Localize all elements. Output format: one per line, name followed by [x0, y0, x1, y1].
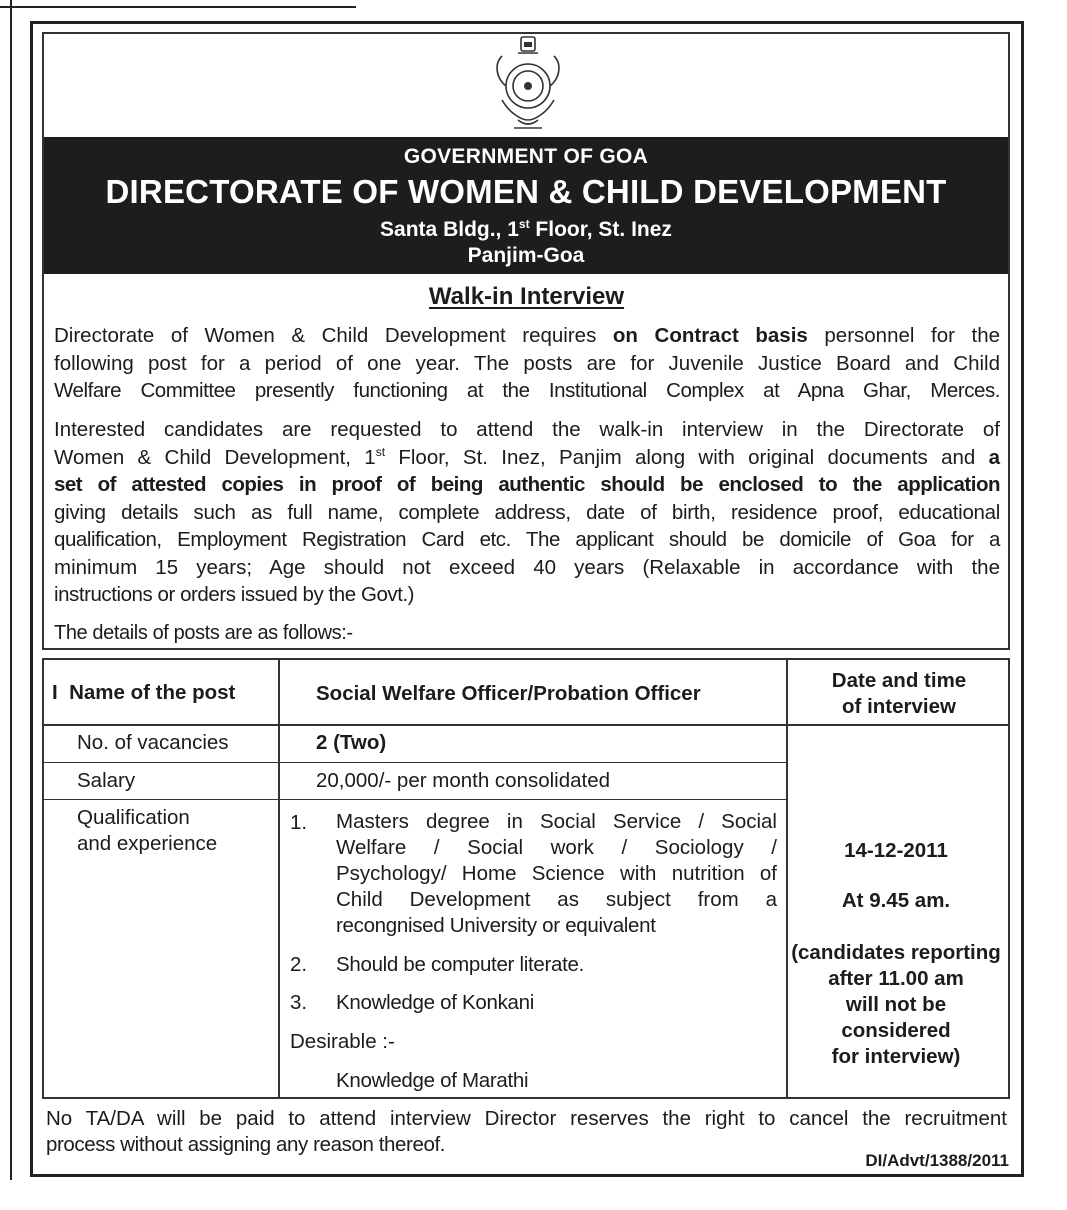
table-header-post-title: Social Welfare Officer/Probation Officer	[316, 682, 701, 705]
instructions-line: instructions or orders issued by the Govt.)	[54, 583, 415, 606]
clipping-edge-left	[10, 0, 12, 1180]
instructions-line: Women & Child Development, 1st Floor, St. Inez, Panjim along with original documents and a	[54, 444, 1000, 469]
interview-note: (candidates reporting after 11.00 am will not be considered for interview)	[791, 941, 1001, 1068]
intro-paragraph	[54, 322, 1000, 405]
directorate-title: DIRECTORATE OF WOMEN & CHILD DEVELOPMENT	[105, 173, 947, 210]
salary-label: Salary	[77, 769, 136, 792]
table-header-divider	[42, 724, 1010, 726]
instructions-paragraph	[54, 416, 1000, 609]
desirable-label: Desirable :-	[290, 1030, 395, 1053]
qualification-item: Masters degree in Social Service / Social Welfare / Social work / Sociology / Psychology/ Home Science with nutrition of Child Development as subject from a recongnised University or equivalent	[336, 810, 777, 937]
qualification-item: Should be computer literate.	[336, 953, 585, 976]
details-intro: The details of posts are as follows:-	[54, 622, 353, 644]
instructions-line: minimum 15 years; Age should not exceed 40 years (Relaxable in accordance with the	[54, 555, 1000, 579]
address-line-2: Panjim-Goa	[467, 244, 585, 267]
qualification-label: Qualification and experience	[77, 806, 218, 855]
advertisement-reference: DI/Advt/1388/2011	[865, 1151, 1009, 1170]
qualification-number: 3.	[290, 991, 308, 1014]
qualification-number: 1.	[290, 811, 308, 834]
intro-line: Welfare Committee presently functioning at the Institutional Complex at Apna Ghar, Merces.	[54, 379, 1000, 402]
vacancies-label: No. of vacancies	[77, 731, 229, 754]
notice-heading: Walk-in Interview	[428, 283, 625, 310]
salary-value: 20,000/- per month consolidated	[316, 769, 611, 792]
instructions-line: giving details such as full name, complete address, date of birth, residence proof, educational	[54, 500, 1000, 524]
interview-time: At 9.45 am.	[841, 889, 951, 912]
table-row-divider	[42, 762, 788, 763]
qualification-item: Knowledge of Konkani	[336, 991, 535, 1014]
vacancies-value: 2 (Two)	[316, 731, 387, 754]
footer-note: No TA/DA will be paid to attend interview Director reserves the right to cancel the recruitment process without assigning any reason thereof.	[46, 1107, 1007, 1156]
goa-state-emblem-icon	[488, 34, 568, 134]
table-row-divider	[42, 799, 788, 800]
intro-line: following post for a period of one year. The posts are for Juvenile Justice Board and Child	[54, 351, 1000, 375]
instructions-line: set of attested copies in proof of being authentic should be enclosed to the application	[54, 473, 1000, 496]
clipping-edge-top	[0, 6, 356, 8]
qualification-number: 2.	[290, 953, 308, 976]
desirable-value: Knowledge of Marathi	[336, 1069, 529, 1092]
address-line-1: Santa Bldg., 1st Floor, St. Inez	[380, 217, 672, 241]
instructions-line: qualification, Employment Registration Card etc. The applicant should be domicile of Goa for a	[54, 528, 1000, 551]
instructions-line: Interested candidates are requested to attend the walk-in interview in the Directorate of	[54, 418, 1000, 441]
intro-line: Directorate of Women & Child Development requires on Contract basis personnel for the	[54, 324, 1001, 347]
interview-date: 14-12-2011	[844, 839, 948, 862]
table-header-post-name: I Name of the post	[52, 681, 236, 704]
table-header-interview: Date and time of interview	[831, 669, 967, 718]
header-banner	[44, 137, 1008, 274]
government-title: GOVERNMENT OF GOA	[403, 145, 649, 168]
